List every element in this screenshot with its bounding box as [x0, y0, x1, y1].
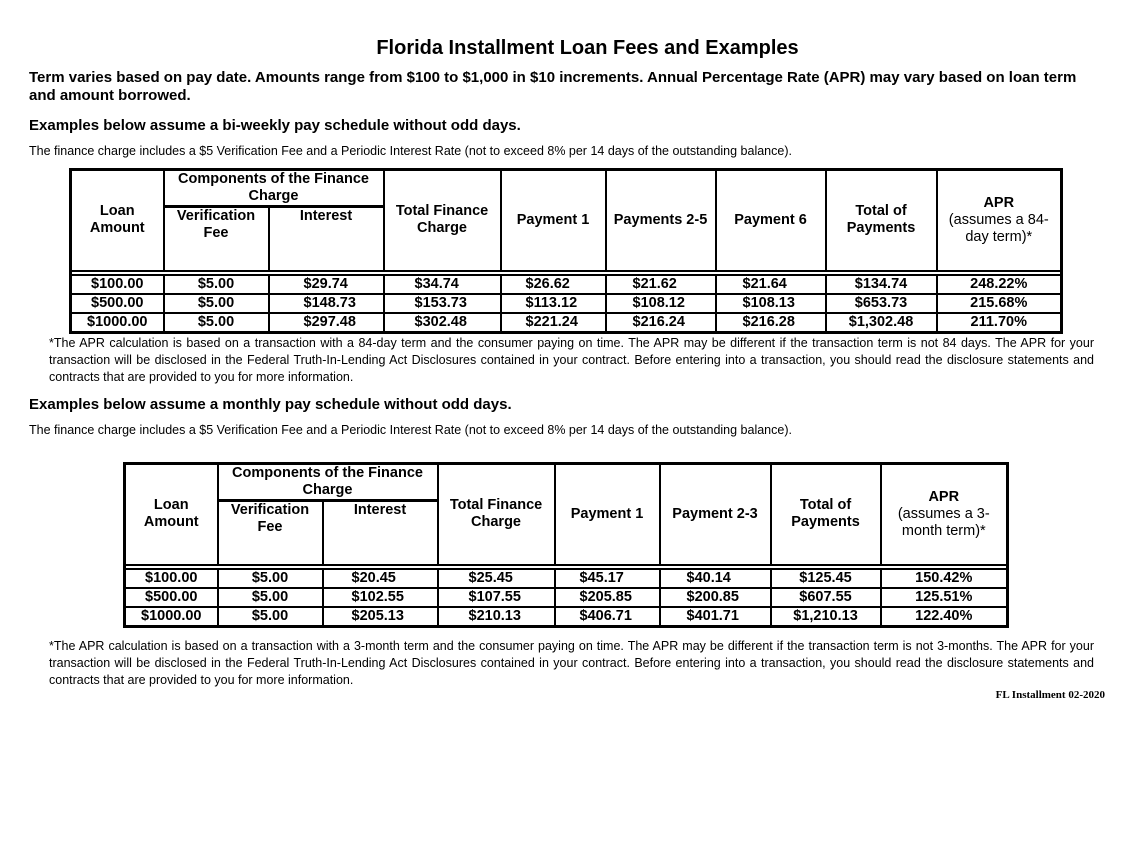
- header-components: Components of the Finance Charge: [164, 170, 384, 207]
- cell-total-finance-charge: $107.55: [438, 588, 555, 607]
- cell-total-finance-charge: $210.13: [438, 607, 555, 627]
- cell-payment-1: $45.17: [555, 569, 660, 588]
- table-row: [71, 313, 1062, 333]
- table-row: [125, 569, 1008, 588]
- header-total-finance-charge: Total Finance Charge: [384, 170, 501, 271]
- cell-loan-amount: $100.00: [71, 275, 164, 294]
- header-apr-label: APR: [928, 488, 960, 505]
- header-payments-2-5: Payments 2-5: [606, 170, 716, 271]
- biweekly-footnote: *The APR calculation is based on a transaction with a 84-day term and the consumer paying on time. The APR may be different if the transaction term is not 84 days. The APR for your transaction will be disclosed in the Federal Truth-In-Lending Act Disclosures contained in your contract. Before entering into a transaction, you should read the disclosure statements and contracts that are provided to you for more information.: [49, 336, 1094, 384]
- biweekly-heading: Examples below assume a bi-weekly pay schedule without odd days.: [29, 117, 521, 134]
- header-apr: [937, 170, 1062, 271]
- cell-total-of-payments: $607.55: [771, 588, 881, 607]
- form-identifier: FL Installment 02-2020: [995, 689, 1105, 701]
- table-row: [125, 588, 1008, 607]
- page-title: Florida Installment Loan Fees and Examples: [376, 37, 799, 59]
- monthly-heading: Examples below assume a monthly pay schedule without odd days.: [29, 396, 512, 413]
- cell-interest: $102.55: [323, 588, 438, 607]
- cell-verification-fee: $5.00: [218, 607, 323, 627]
- header-verification-fee: Verification Fee: [164, 207, 269, 271]
- header-payment-1: Payment 1: [555, 464, 660, 565]
- cell-total-of-payments: $125.45: [771, 569, 881, 588]
- cell-loan-amount: $1000.00: [71, 313, 164, 333]
- cell-interest: $29.74: [269, 275, 384, 294]
- header-total-of-payments: Total of Payments: [771, 464, 881, 565]
- cell-loan-amount: $100.00: [125, 569, 218, 588]
- cell-payments-2-3: $200.85: [660, 588, 771, 607]
- cell-loan-amount: $500.00: [125, 588, 218, 607]
- cell-payment-1: $205.85: [555, 588, 660, 607]
- header-payments-2-3: Payment 2-3: [660, 464, 771, 565]
- cell-total-finance-charge: $302.48: [384, 313, 501, 333]
- cell-total-finance-charge: $153.73: [384, 294, 501, 313]
- biweekly-fee-table: [69, 168, 1063, 334]
- cell-verification-fee: $5.00: [164, 275, 269, 294]
- cell-interest: $148.73: [269, 294, 384, 313]
- header-interest: Interest: [269, 207, 384, 271]
- table-row: [71, 275, 1062, 294]
- header-apr-label: APR: [983, 194, 1015, 211]
- cell-total-of-payments: $134.74: [826, 275, 937, 294]
- header-components: Components of the Finance Charge: [218, 464, 438, 501]
- cell-payment-1: $406.71: [555, 607, 660, 627]
- cell-total-of-payments: $1,302.48: [826, 313, 937, 333]
- cell-apr: 215.68%: [937, 294, 1062, 313]
- cell-loan-amount: $500.00: [71, 294, 164, 313]
- header-total-finance-charge: Total Finance Charge: [438, 464, 555, 565]
- header-loan-amount: Loan Amount: [125, 464, 218, 565]
- cell-payment-1: $113.12: [501, 294, 606, 313]
- header-verification-fee: Verification Fee: [218, 501, 323, 565]
- header-apr: [881, 464, 1008, 565]
- monthly-note: The finance charge includes a $5 Verification Fee and a Periodic Interest Rate (not to exceed 8% per 14 days of the outstanding balance).: [29, 423, 792, 437]
- cell-payment-6: $216.28: [716, 313, 826, 333]
- header-total-of-payments: Total of Payments: [826, 170, 937, 271]
- cell-payment-6: $108.13: [716, 294, 826, 313]
- cell-interest: $20.45: [323, 569, 438, 588]
- table-row: [125, 607, 1008, 627]
- monthly-fee-table: [123, 462, 1009, 628]
- cell-payments-2-5: $108.12: [606, 294, 716, 313]
- cell-payment-1: $221.24: [501, 313, 606, 333]
- header-loan-amount: Loan Amount: [71, 170, 164, 271]
- cell-verification-fee: $5.00: [218, 569, 323, 588]
- monthly-footnote: *The APR calculation is based on a transaction with a 3-month term and the consumer paying on time. The APR may be different if the transaction term is not 3-months. The APR for your transaction will be disclosed in the Federal Truth-In-Lending Act Disclosures contained in your contract. Before entering into a transaction, you should read the disclosure statements and contracts that are provided to you for more information.: [49, 639, 1094, 687]
- cell-verification-fee: $5.00: [164, 313, 269, 333]
- cell-interest: $205.13: [323, 607, 438, 627]
- header-payment-6: Payment 6: [716, 170, 826, 271]
- table-row: [71, 294, 1062, 313]
- cell-payments-2-3: $401.71: [660, 607, 771, 627]
- header-payment-1: Payment 1: [501, 170, 606, 271]
- cell-apr: 150.42%: [881, 569, 1008, 588]
- biweekly-note: The finance charge includes a $5 Verification Fee and a Periodic Interest Rate (not to exceed 8% per 14 days of the outstanding balance).: [29, 144, 792, 158]
- cell-apr: 122.40%: [881, 607, 1008, 627]
- cell-payment-1: $26.62: [501, 275, 606, 294]
- header-interest: Interest: [323, 501, 438, 565]
- header-apr-note: (assumes a 84-day term)*: [948, 211, 1049, 245]
- cell-total-of-payments: $653.73: [826, 294, 937, 313]
- cell-payments-2-5: $216.24: [606, 313, 716, 333]
- cell-loan-amount: $1000.00: [125, 607, 218, 627]
- cell-interest: $297.48: [269, 313, 384, 333]
- cell-payments-2-5: $21.62: [606, 275, 716, 294]
- cell-payments-2-3: $40.14: [660, 569, 771, 588]
- cell-payment-6: $21.64: [716, 275, 826, 294]
- cell-total-finance-charge: $34.74: [384, 275, 501, 294]
- cell-apr: 248.22%: [937, 275, 1062, 294]
- header-apr-note: (assumes a 3-month term)*: [897, 505, 990, 539]
- intro-text: Term varies based on pay date. Amounts range from $100 to $1,000 in $10 increments. Annual Percentage Rate (APR) may vary based on loan term and amount borrowed.: [29, 69, 1077, 104]
- cell-apr: 125.51%: [881, 588, 1008, 607]
- cell-total-finance-charge: $25.45: [438, 569, 555, 588]
- cell-apr: 211.70%: [937, 313, 1062, 333]
- cell-verification-fee: $5.00: [218, 588, 323, 607]
- cell-total-of-payments: $1,210.13: [771, 607, 881, 627]
- cell-verification-fee: $5.00: [164, 294, 269, 313]
